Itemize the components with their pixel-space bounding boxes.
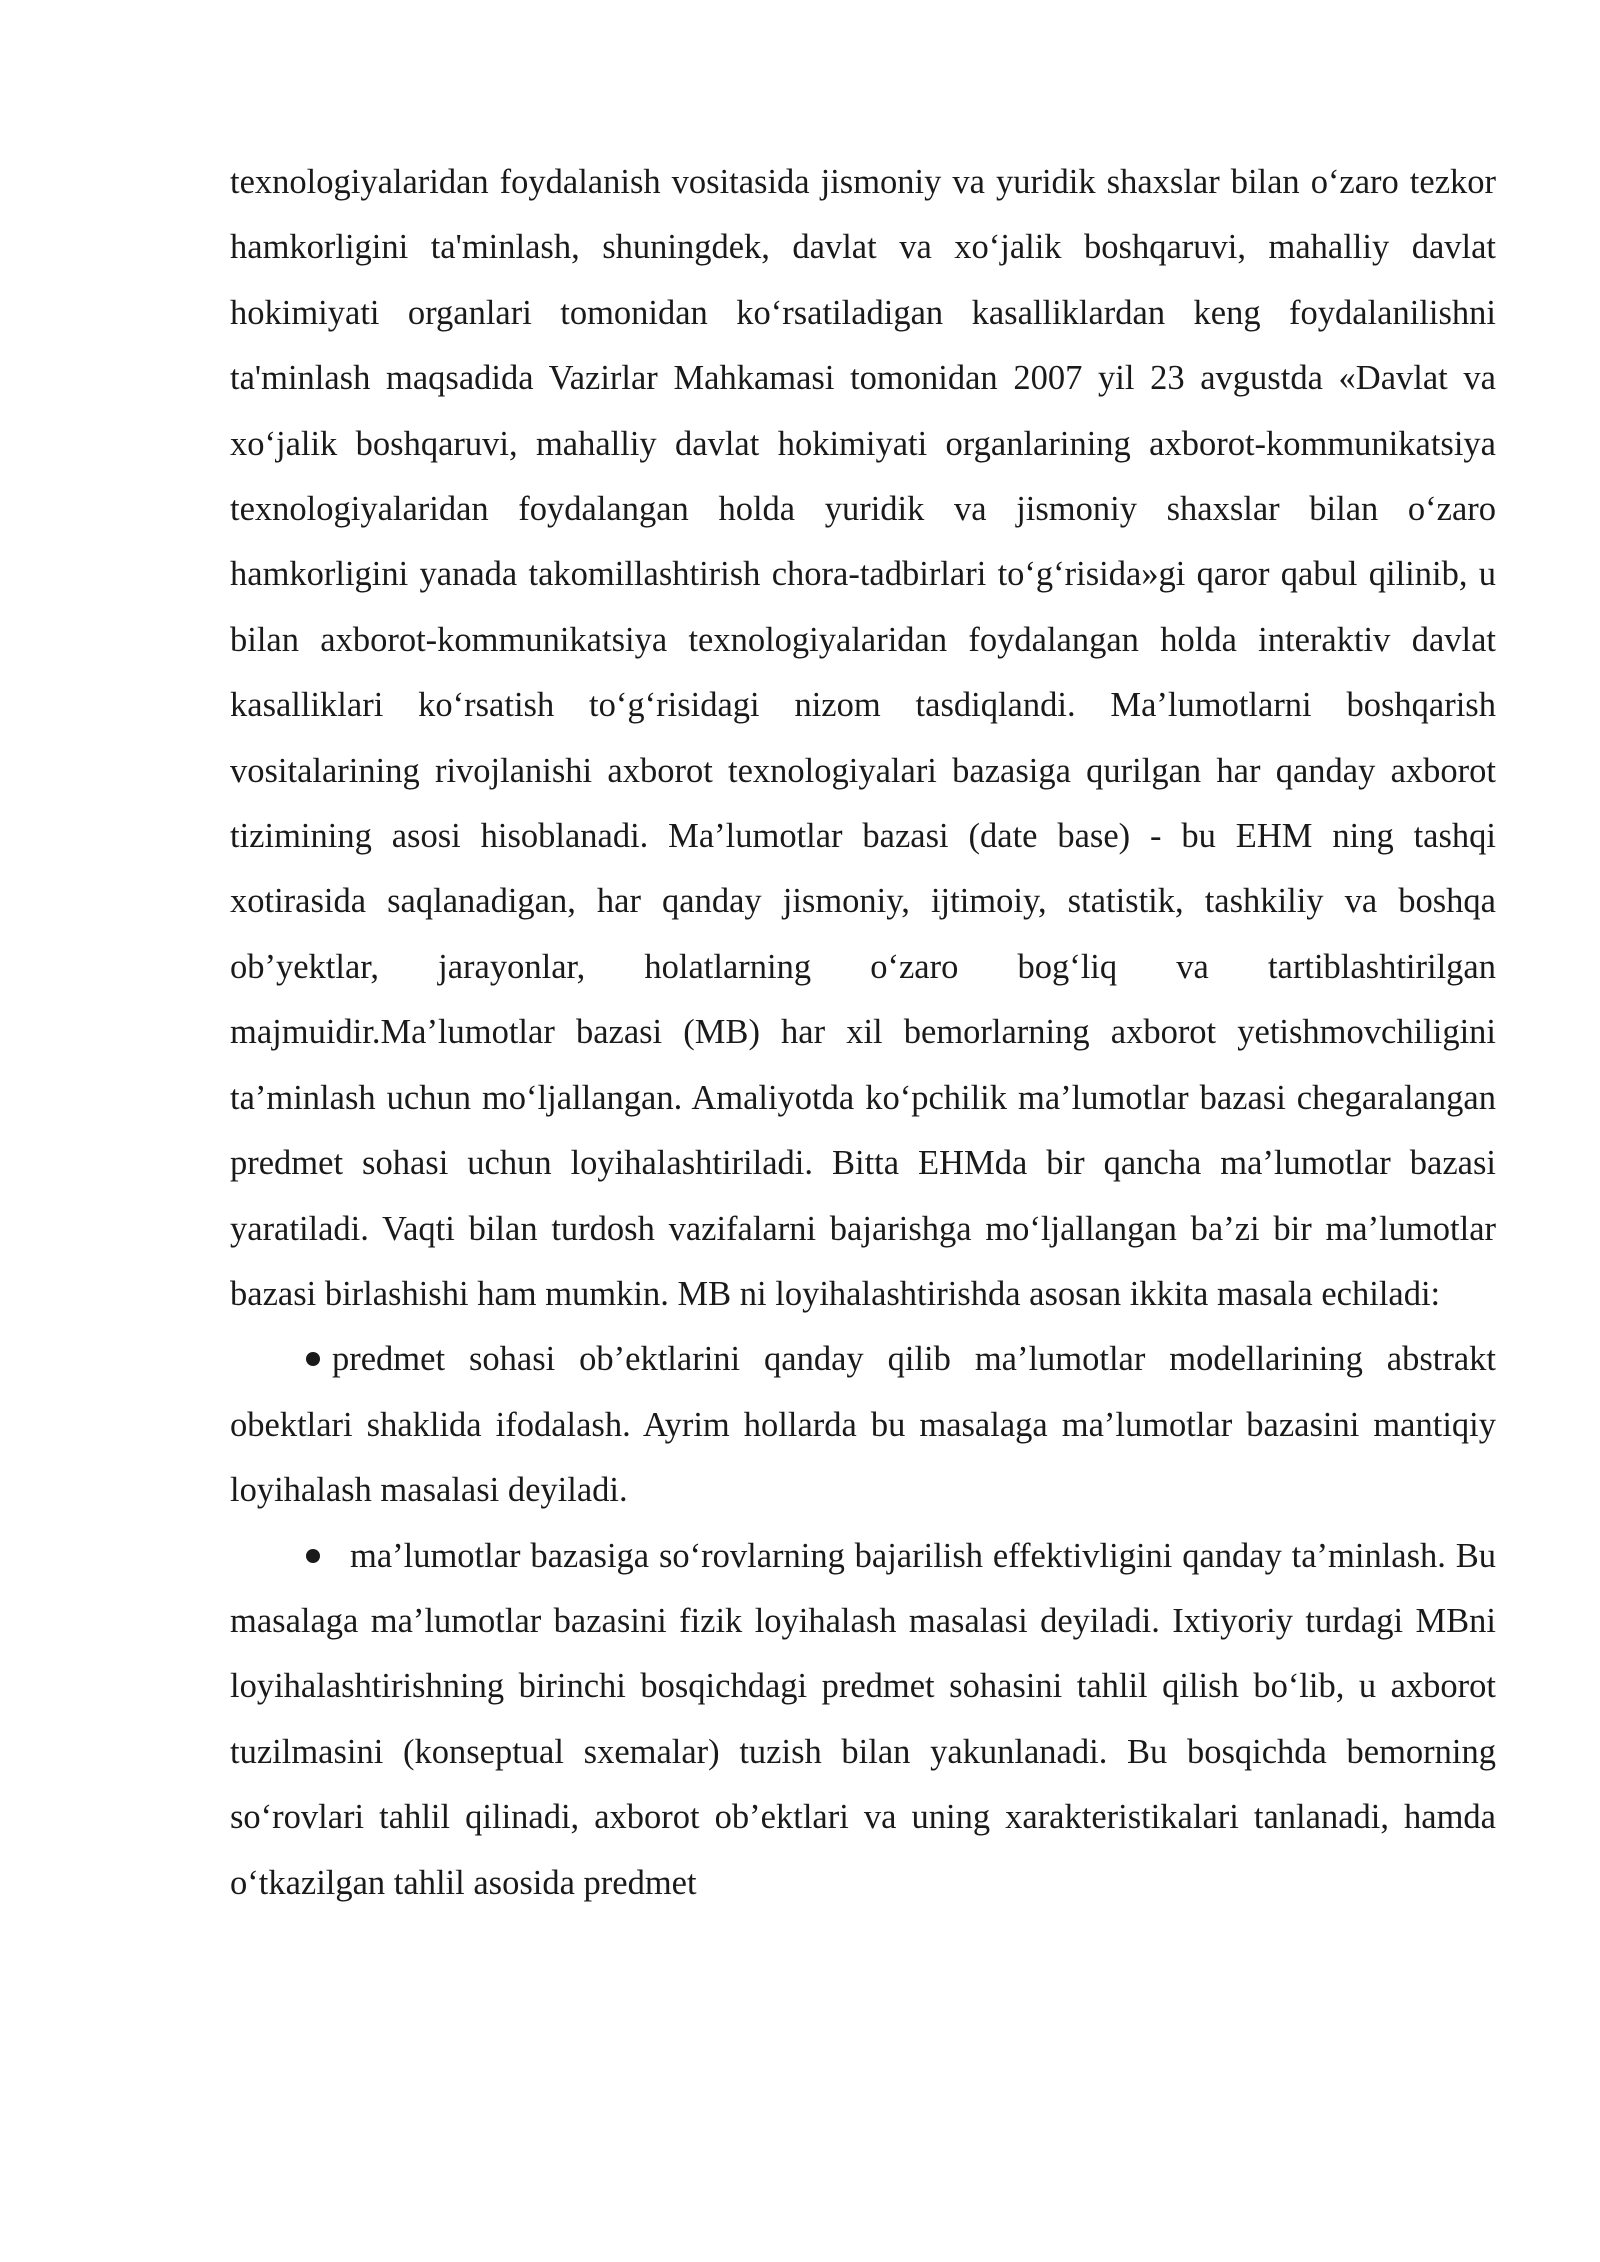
bullet-icon	[306, 1352, 320, 1366]
bullet-text: ma’lumotlar bazasiga so‘rovlarning bajarilish effektivligini qanday ta’minlash. Bu masalaga ma’lumotlar bazasini fizik loyihalash masalasi deyiladi. Ixtiyoriy turdagi MBni loyihalashtirishning birinchi bosqichdagi predmet sohasini tahlil qilish bo‘lib, u axborot tuzilmasini (konseptual sxemalar) tuzish bilan yakunlanadi. Bu bosqichda bemorning so‘rovlari tahlil qilinadi, axborot ob’ektlari va uning xarakteristikalari tanlanadi, hamda o‘tkazilgan tahlil asosida predmet	[230, 1536, 1496, 1902]
bullet-icon	[306, 1549, 320, 1563]
bullet-item-logical-design	[230, 1327, 1496, 1523]
body-paragraph: texnologiyalaridan foydalanish vositasida jismoniy va yuridik shaxslar bilan o‘zaro tezkor hamkorligini ta'minlash, shuningdek, davlat va xo‘jalik boshqaruvi, mahalliy davlat hokimiyati organlari tomonidan ko‘rsatiladigan kasalliklardan keng foydalanilishni ta'minlash maqsadida Vazirlar Mahkamasi tomonidan 2007 yil 23 avgustda «Davlat va xo‘jalik boshqaruvi, mahalliy davlat hokimiyati organlarining axborot-kommunikatsiya texnologiyalaridan foydalangan holda yuridik va jismoniy shaxslar bilan o‘zaro hamkorligini yanada takomillashtirish chora-tadbirlari to‘g‘risida»gi qaror qabul qilinib, u bilan axborot-kommunikatsiya texnologiyalaridan foydalangan holda interaktiv davlat kasalliklari ko‘rsatish to‘g‘risidagi nizom tasdiqlandi. Ma’lumotlarni boshqarish vositalarining rivojlanishi axborot texnologiyalari bazasiga qurilgan har qanday axborot tizimining asosi hisoblanadi. Ma’lumotlar bazasi (date base) - bu EHM ning tashqi xotirasida saqlanadigan, har qanday jismoniy, ijtimoiy, statistik, tashkiliy va boshqa ob’yektlar, jarayonlar, holatlarning o‘zaro bog‘liq va tartiblashtirilgan majmuidir.Ma’lumotlar bazasi (MB) har xil bemorlarning axborot yetishmovchiligini ta’minlash uchun mo‘ljallangan. Amaliyotda ko‘pchilik ma’lumotlar bazasi chegaralangan predmet sohasi uchun loyihalashtiriladi. Bitta EHMda bir qancha ma’lumotlar bazasi yaratiladi. Vaqti bilan turdosh vazifalarni bajarishga mo‘ljallangan ba’zi bir ma’lumotlar bazasi birlashishi ham mumkin. MB ni loyihalashtirishda asosan ikkita masala echiladi:	[230, 163, 1496, 1313]
bullet-text: predmet sohasi ob’ektlarini qanday qilib ma’lumotlar modellarining abstrakt obektlari shaklida ifodalash. Ayrim hollarda bu masalaga ma’lumotlar bazasini mantiqiy loyihalash masalasi deyiladi.	[230, 1340, 1496, 1510]
document-body	[230, 150, 1496, 1916]
bullet-item-physical-design	[230, 1524, 1496, 1916]
